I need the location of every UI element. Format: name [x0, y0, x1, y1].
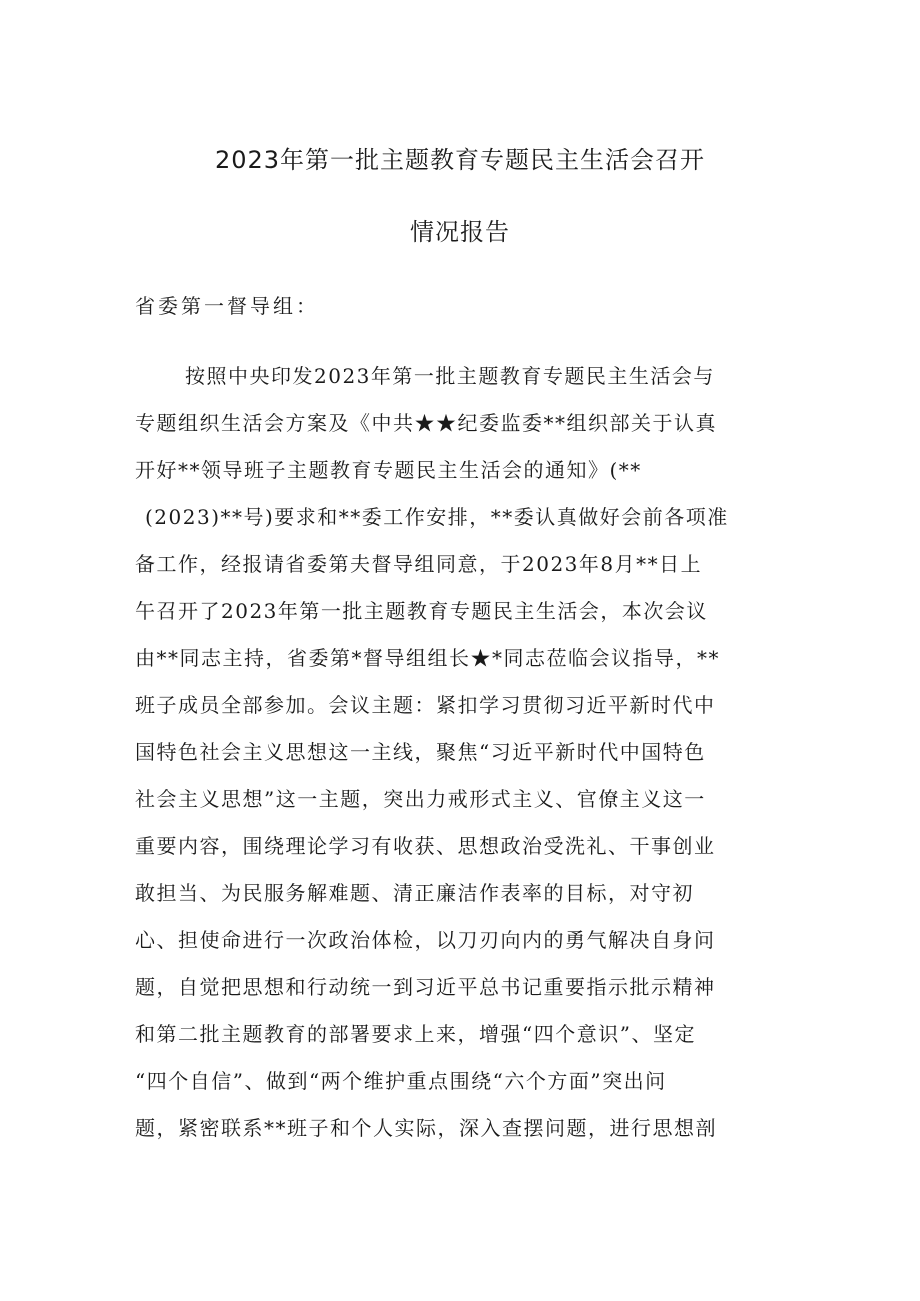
body-line: 题，紧密联系**班子和个人实际，深入查摆问题，进行思想剖: [135, 1116, 717, 1140]
body-line: 题，自觉把思想和行动统一到习近平总书记重要指示批示精神: [135, 975, 716, 999]
body-line: 和第二批主题教育的部署要求上来，增强“四个意识”、坚定: [135, 1022, 696, 1046]
body-line: (2023)**号)要求和**委工作安排，**委认真做好会前各项准: [145, 505, 729, 529]
body-line: 专题组织生活会方案及《中共★★纪委监委**组织部关于认真: [135, 411, 717, 435]
body-line: 开好**领导班子主题教育专题民主生活会的通知》(**: [135, 458, 642, 482]
body-line: 班子成员全部参加。会议主题：紧扣学习贯彻习近平新时代中: [135, 693, 716, 717]
body-line: 按照中央印发2023年第一批主题教育专题民主生活会与: [185, 364, 715, 388]
salutation: 省委第一督导组：: [135, 294, 319, 318]
body-line: 重要内容，围绕理论学习有收获、思想政治受洗礼、干事创业: [135, 834, 716, 858]
body-line: 午召开了2023年第一批主题教育专题民主生活会，本次会议: [135, 599, 708, 623]
body-line: 备工作，经报请省委第夫督导组同意，于2023年8月**日上: [135, 552, 703, 576]
body-line: 由**同志主持，省委第*督导组组长★*同志莅临会议指导，**: [135, 646, 720, 670]
body-line: 社会主义思想”这一主题，突出力戒形式主义、官僚主义这一: [135, 787, 706, 811]
document-title-line-1: 2023年第一批主题教育专题民主生活会召开: [214, 146, 706, 174]
body-line: 国特色社会主义思想这一主线，聚焦“习近平新时代中国特色: [135, 740, 706, 764]
body-line: 敢担当、为民服务解难题、清正廉洁作表率的目标，对守初: [135, 881, 694, 905]
body-line: 心、担使命进行一次政治体检，以刀刃向内的勇气解决自身问: [135, 928, 716, 952]
body-line: “四个自信”、做到“两个维护重点围绕“六个方面”突出问: [135, 1069, 667, 1093]
document-title-line-2: 情况报告: [410, 218, 510, 246]
